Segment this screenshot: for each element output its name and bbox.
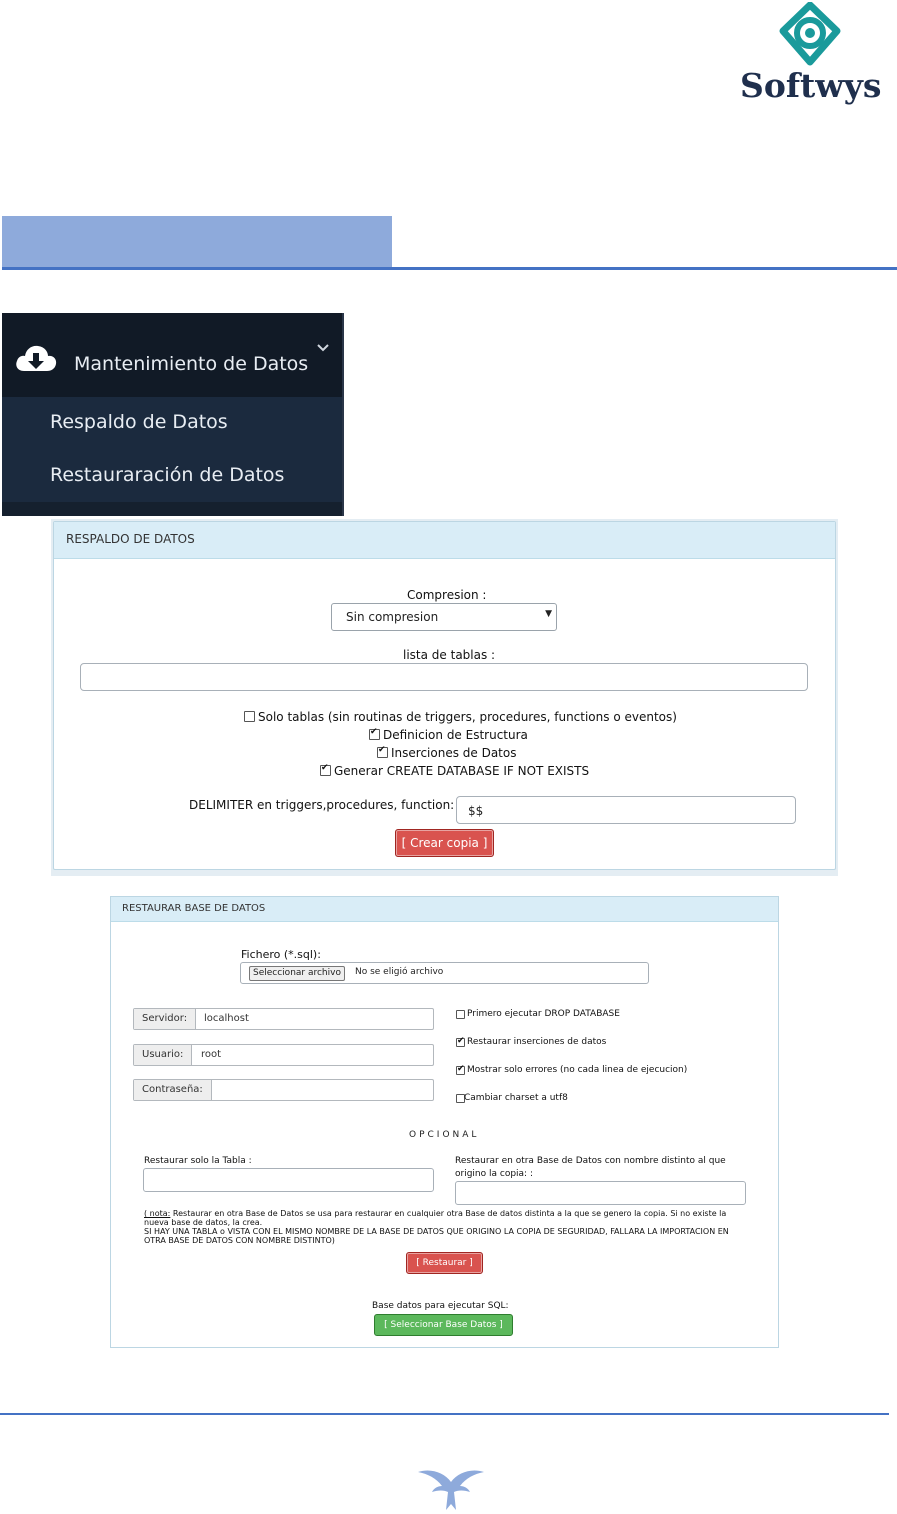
- sidebar-menu-header[interactable]: [2, 313, 342, 397]
- note-line-4: OTRA BASE DE DATOS CON NOMBRE DISTINTO): [144, 1236, 335, 1245]
- restaurar-button[interactable]: [ Restaurar ]: [406, 1252, 483, 1274]
- restore-panel-header: [111, 897, 778, 922]
- backup-panel-title: RESPALDO DE DATOS: [66, 532, 195, 546]
- only-errors-label: Mostrar solo errores (no cada linea de ejecucion): [467, 1065, 688, 1075]
- delimiter-input-value: $$: [468, 804, 484, 818]
- restore-note: [144, 1209, 754, 1245]
- backup-panel: [53, 521, 836, 870]
- target-logo-icon: [736, 2, 886, 72]
- bird-logo-icon: [416, 1466, 486, 1512]
- only-table-input[interactable]: [143, 1168, 434, 1192]
- note-prefix: ( nota:: [144, 1209, 171, 1218]
- compression-label: Compresion :: [407, 588, 487, 602]
- compression-select-value: Sin compresion: [346, 610, 439, 624]
- inserciones-datos-label: Inserciones de Datos: [391, 746, 517, 760]
- file-input[interactable]: [240, 962, 649, 984]
- charset-label: Cambiar charset a utf8: [464, 1093, 568, 1103]
- crear-copia-button[interactable]: [ Crear copia ]: [395, 829, 494, 857]
- file-label: Fichero (*.sql):: [241, 948, 321, 961]
- sidebar-menu-title: Mantenimiento de Datos: [74, 353, 309, 375]
- user-label: Usuario:: [134, 1045, 192, 1065]
- restore-inserts-label: Restaurar inserciones de datos: [467, 1037, 607, 1047]
- softwys-logo: [736, 2, 886, 110]
- password-label: Contraseña:: [134, 1080, 212, 1100]
- section-rule: [2, 267, 897, 270]
- section-band: [2, 216, 392, 267]
- sidebar-item-respaldo[interactable]: Respaldo de Datos: [50, 411, 228, 433]
- delimiter-input[interactable]: [456, 796, 796, 824]
- server-group: [133, 1008, 434, 1030]
- inserciones-datos-checkbox[interactable]: [377, 747, 388, 758]
- only-table-label: Restaurar solo la Tabla :: [144, 1156, 252, 1166]
- backup-panel-header: [54, 522, 835, 559]
- compression-select[interactable]: [331, 603, 557, 631]
- backup-panel-frame: [51, 519, 838, 876]
- sidebar-menu: [2, 313, 344, 516]
- restore-panel: [110, 896, 779, 1348]
- user-group: [133, 1044, 434, 1066]
- delimiter-label: DELIMITER en triggers,procedures, function:: [189, 798, 455, 812]
- footer-rule: [0, 1413, 889, 1415]
- tables-input[interactable]: [80, 663, 808, 691]
- select-database-button[interactable]: [ Seleccionar Base Datos ]: [374, 1314, 513, 1336]
- chevron-down-icon[interactable]: [315, 341, 331, 355]
- tables-label: lista de tablas :: [403, 648, 496, 662]
- select-file-button[interactable]: Seleccionar archivo: [249, 966, 345, 981]
- logo-text: Softwys: [740, 66, 882, 105]
- other-db-input[interactable]: [455, 1181, 746, 1205]
- note-line-2: nueva base de datos, la crea.: [144, 1218, 263, 1227]
- server-input[interactable]: localhost: [204, 1013, 249, 1024]
- sql-db-label: Base datos para ejecutar SQL:: [372, 1301, 509, 1311]
- other-db-label-line1: Restaurar en otra Base de Datos con nombre distinto al que: [455, 1156, 726, 1166]
- note-line-1: Restaurar en otra Base de Datos se usa para restaurar en cualquier otra Base de datos distinta a la que se genero la copia. Si no existe la: [170, 1209, 727, 1218]
- password-group: [133, 1079, 434, 1101]
- restore-inserts-checkbox[interactable]: [456, 1038, 465, 1047]
- create-database-label: Generar CREATE DATABASE IF NOT EXISTS: [334, 764, 590, 778]
- only-errors-checkbox[interactable]: [456, 1066, 465, 1075]
- optional-heading: OPCIONAL: [409, 1130, 480, 1140]
- note-line-3: SI HAY UNA TABLA o VISTA CON EL MISMO NOMBRE DE LA BASE DE DATOS QUE ORIGINO LA COPIA DE SEGURIDAD, FALLARA LA IMPORTACION EN: [144, 1227, 729, 1236]
- create-database-checkbox[interactable]: [320, 765, 331, 776]
- sidebar-submenu: [2, 397, 342, 502]
- server-label: Servidor:: [134, 1009, 196, 1029]
- solo-tablas-checkbox[interactable]: [244, 711, 255, 722]
- sidebar-edge: [342, 313, 344, 516]
- solo-tablas-label: Solo tablas (sin routinas de triggers, procedures, functions o eventos): [258, 710, 677, 724]
- other-db-label-line2: origino la copia: :: [455, 1169, 533, 1179]
- definicion-estructura-label: Definicion de Estructura: [383, 728, 528, 742]
- drop-database-checkbox[interactable]: [456, 1010, 465, 1019]
- cloud-download-icon: [14, 341, 58, 375]
- file-status: No se eligió archivo: [355, 967, 444, 977]
- user-input[interactable]: root: [201, 1049, 222, 1060]
- dropdown-arrow-icon: ▼: [545, 609, 552, 619]
- definicion-estructura-checkbox[interactable]: [369, 729, 380, 740]
- restore-panel-title: RESTAURAR BASE DE DATOS: [122, 903, 266, 914]
- sidebar-item-restauracion[interactable]: Restauraración de Datos: [50, 464, 285, 486]
- drop-database-label: Primero ejecutar DROP DATABASE: [467, 1009, 620, 1019]
